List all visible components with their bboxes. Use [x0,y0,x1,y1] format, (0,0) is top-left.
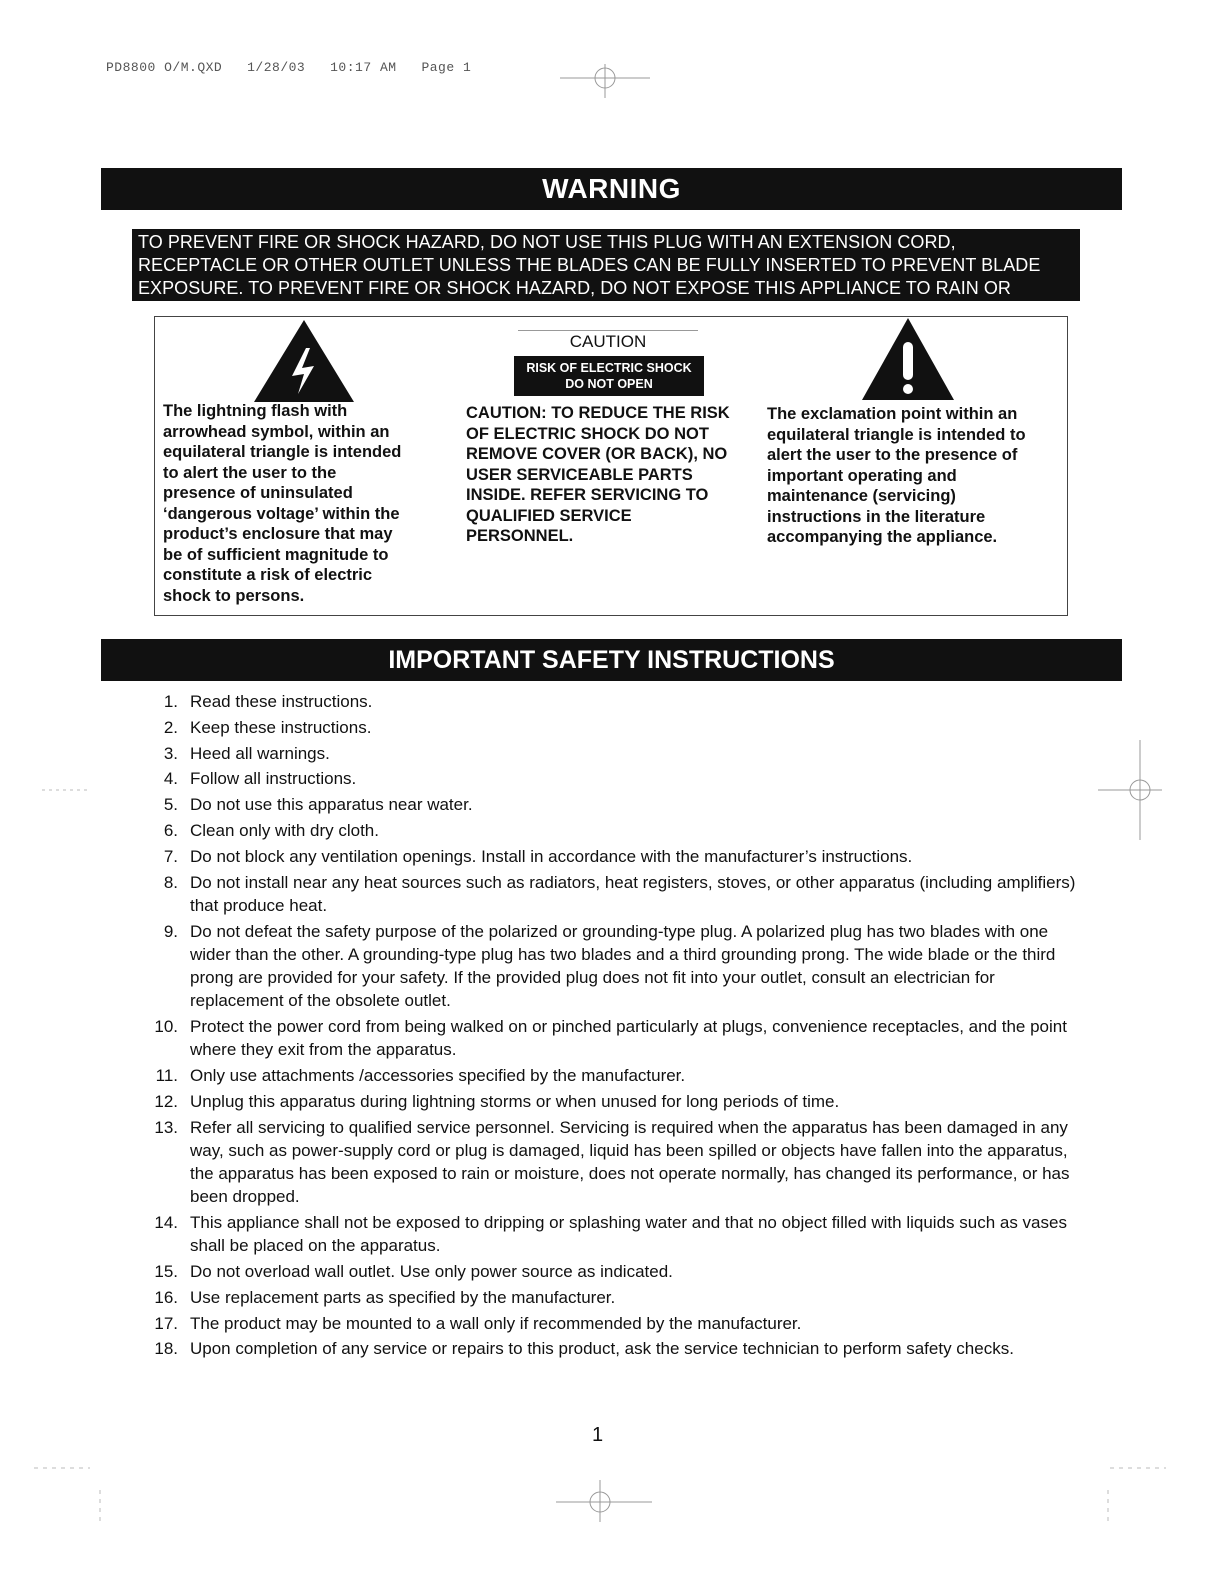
list-item-text: This appliance shall not be exposed to dripping or splashing water and that no object filled with liquids such as vases shall be placed on the apparatus. [190,1212,1067,1256]
list-item-number: 18. [154,1339,178,1359]
list-item [120,1015,1080,1061]
list-item-text: Use replacement parts as specified by the manufacturer. [190,1287,616,1307]
list-item-text: Unplug this apparatus during lightning storms or when unused for long periods of time. [190,1091,840,1111]
list-item [120,690,1080,713]
list-item-text: Do not use this apparatus near water. [190,795,473,815]
list-item-number: 6. [163,820,178,840]
caution-description: CAUTION: TO REDUCE THE RISK OF ELECTRIC SHOCK DO NOT REMOVE COVER (OR BACK), NO USER SERVICEABLE PARTS INSIDE. REFER SERVICING TO QUALIFIED SERVICE PERSONNEL. [466,404,730,545]
list-item-number: 16. [154,1287,178,1307]
warning-heading: WARNING [101,168,1122,210]
list-item-number: 7. [163,846,178,866]
list-item-number: 15. [154,1261,178,1281]
list-item-number: 12. [154,1091,178,1111]
list-item [120,920,1080,1013]
list-item [120,871,1080,917]
list-item-number: 9. [163,921,178,941]
page-number: 1 [592,1424,604,1446]
list-item-text: Do not overload wall outlet. Use only power source as indicated. [190,1261,673,1281]
list-item [120,767,1080,790]
list-item-text: Protect the power cord from being walked on or pinched particularly at plugs, convenience receptacles, and the point where they exit from the apparatus. [190,1016,1067,1060]
list-item-text: Keep these instructions. [190,717,372,737]
list-item-number: 2. [163,717,178,737]
list-item [120,1090,1080,1113]
caution-shock-label [514,356,704,396]
crop-mark-bottom-right-icon [1090,1460,1170,1530]
list-item-text: Only use attachments /accessories specified by the manufacturer. [190,1065,686,1085]
list-item-number: 3. [163,743,178,763]
list-item-text: Clean only with dry cloth. [190,820,379,840]
lightning-warning-icon [252,318,356,404]
list-item-text: Do not defeat the safety purpose of the polarized or grounding-type plug. A polarized plug has two blades with one wider than the other. A grounding-type plug has two blades and a third grounding prong. The wide blade or the third prong are provided for your safety. If the provided plug does not fit into your outlet, consult an electrician for replacement of the obsolete outlet. [190,921,1056,1011]
registration-mark-bottom-icon [556,1478,652,1522]
list-item-number: 17. [154,1313,178,1333]
registration-mark-left-icon [32,770,92,810]
list-item-number: 13. [154,1117,178,1137]
list-item-text: Heed all warnings. [190,743,330,763]
registration-mark-right-icon [1098,740,1162,840]
exclamation-description: The exclamation point within an equilateral triangle is intended to alert the user to the presence of important operating and maintenance (servicing) instructions in the literature accompanying the appliance. [767,405,1026,546]
list-item [120,1260,1080,1283]
registration-mark-top-icon [560,62,650,102]
list-item-number: 5. [163,795,178,815]
caution-shock-line2: DO NOT OPEN [565,377,653,391]
caution-shock-line1: RISK OF ELECTRIC SHOCK [526,361,692,375]
crop-mark-bottom-left-icon [30,1460,110,1530]
hazard-warning-text: TO PREVENT FIRE OR SHOCK HAZARD, DO NOT USE THIS PLUG WITH AN EXTENSION CORD, RECEPTACLE OR OTHER OUTLET UNLESS THE BLADES CAN BE FULLY INSERTED TO PREVENT BLADE EXPOSURE. TO PREVENT FIRE OR SHOCK HAZARD, DO NOT EXPOSE THIS APPLIANCE TO RAIN OR MOISTURE. [132,229,1080,301]
lightning-description: The lightning flash with arrowhead symbol, within an equilateral triangle is intended to alert the user to the presence of uninsulated ‘dangerous voltage’ within the product’s enclosure that may be of sufficient magnitude to constitute a risk of electric shock to persons. [163,402,402,605]
list-item [120,1337,1080,1360]
safety-instructions-list [120,690,1080,1363]
safety-instructions-heading: IMPORTANT SAFETY INSTRUCTIONS [101,639,1122,681]
list-item-number: 11. [155,1065,178,1085]
list-item [120,1064,1080,1087]
list-item [120,1116,1080,1209]
list-item [120,793,1080,816]
list-item [120,819,1080,842]
list-item-text: Refer all servicing to qualified service personnel. Servicing is required when the apparatus has been damaged in any way, such as power-supply cord or plug is damaged, liquid has been spilled or objects have fallen into the apparatus, the apparatus has been exposed to rain or moisture, does not operate normally, has changed its performance, or has been dropped. [190,1117,1070,1207]
list-item-number: 10. [154,1016,178,1036]
print-slug: PD8800 O/M.QXD 1/28/03 10:17 AM Page 1 [106,60,472,75]
list-item-text: Follow all instructions. [190,769,357,789]
list-item-number: 1. [163,692,178,711]
list-item-text: The product may be mounted to a wall only if recommended by the manufacturer. [190,1313,802,1333]
list-item-number: 4. [163,769,178,789]
list-item-number: 8. [163,872,178,892]
list-item-text: Do not block any ventilation openings. Install in accordance with the manufacturer’s instructions. [190,846,913,866]
list-item [120,845,1080,868]
list-item [120,716,1080,739]
list-item [120,742,1080,765]
list-item-number: 14. [154,1212,178,1232]
exclamation-warning-icon [860,316,956,402]
list-item-text: Do not install near any heat sources such as radiators, heat registers, stoves, or other apparatus (including amplifiers) that produce heat. [190,872,1076,915]
list-item [120,1211,1080,1257]
list-item-text: Upon completion of any service or repairs to this product, ask the service technician to perform safety checks. [190,1339,1014,1359]
list-item [120,1286,1080,1309]
caution-label: CAUTION [518,330,698,353]
list-item [120,1312,1080,1335]
list-item-text: Read these instructions. [190,692,373,711]
